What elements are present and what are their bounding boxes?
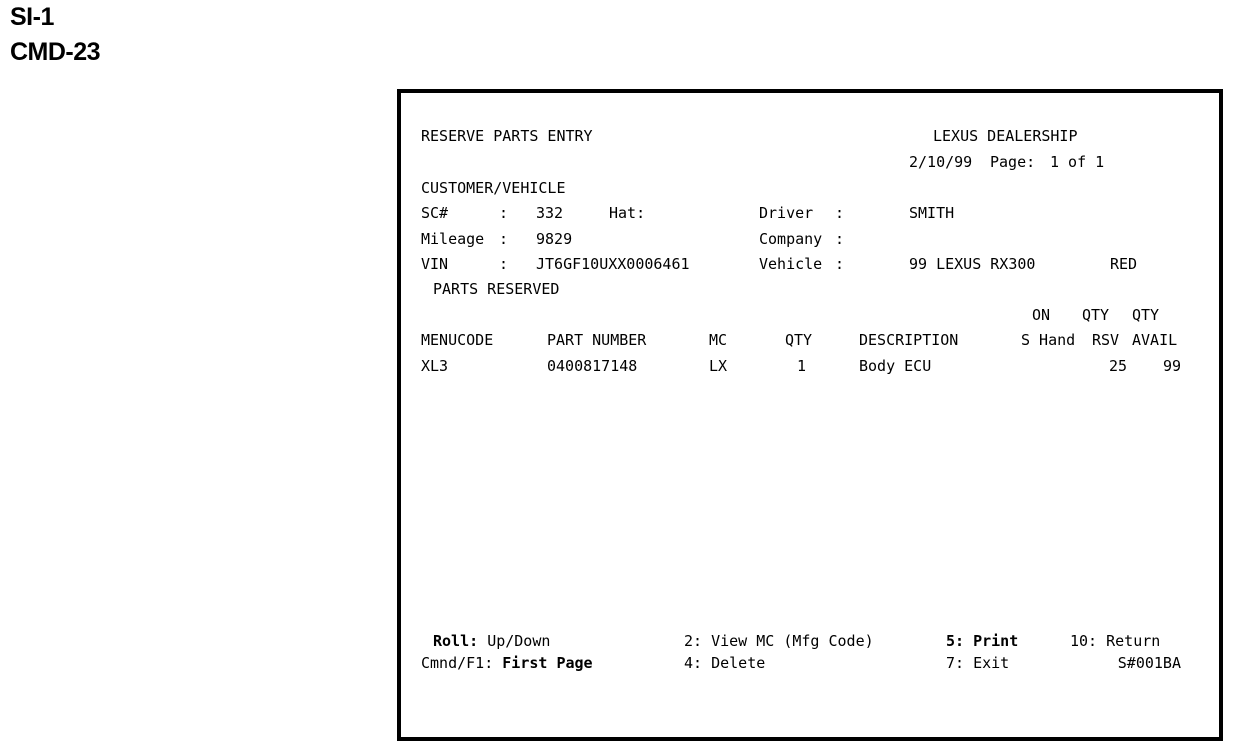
sc-label: SC# [421, 204, 449, 222]
vin-colon: : [499, 255, 509, 273]
row-qty: 1 [797, 357, 807, 375]
row-description: Body ECU [859, 357, 932, 375]
vehicle-color[interactable]: RED [1110, 255, 1138, 273]
parts-section-label: PARTS RESERVED [433, 280, 560, 298]
company-label: Company [759, 230, 823, 248]
col-part-number: PART NUMBER [547, 331, 647, 349]
screen-id: S#001BA [1117, 654, 1181, 672]
col-qty-avail-top: QTY [1132, 306, 1160, 324]
roll-text: Up/Down [487, 632, 551, 650]
hat-label: Hat: [609, 204, 646, 222]
first-page-key-hint[interactable] [421, 654, 593, 672]
vin-value[interactable]: JT6GF10UXX0006461 [536, 255, 690, 273]
col-qty-rsv-bottom: RSV [1092, 331, 1120, 349]
col-qty-avail-bottom: AVAIL [1132, 331, 1178, 349]
document-tag-si: SI-1 [10, 3, 54, 31]
driver-value[interactable]: SMITH [909, 204, 955, 222]
return-key[interactable]: 10: Return [1070, 632, 1161, 650]
roll-key: Roll: [433, 632, 479, 650]
screen-title: RESERVE PARTS ENTRY [421, 127, 593, 145]
row-mc: LX [709, 357, 728, 375]
row-menucode: XL3 [421, 357, 449, 375]
row-qty-rsv: 25 [1108, 357, 1127, 375]
sc-colon: : [499, 204, 509, 222]
page-number: 1 of 1 [1050, 153, 1105, 171]
vehicle-colon: : [835, 255, 845, 273]
vehicle-label: Vehicle [759, 255, 823, 273]
mileage-label: Mileage [421, 230, 485, 248]
cmnd-key: Cmnd/F1: [421, 654, 494, 672]
page-label: Page: [990, 153, 1036, 171]
col-menucode: MENUCODE [421, 331, 494, 349]
driver-label: Driver [759, 204, 814, 222]
vin-label: VIN [421, 255, 449, 273]
row-qty-avail: 99 [1162, 357, 1181, 375]
col-on-hand-top: ON [1032, 306, 1051, 324]
delete-key[interactable]: 4: Delete [684, 654, 766, 672]
cmnd-text: First Page [502, 654, 593, 672]
terminal-screen [397, 89, 1223, 741]
vehicle-value[interactable]: 99 LEXUS RX300 [909, 255, 1036, 273]
roll-key-hint[interactable] [433, 632, 550, 650]
row-part-number: 0400817148 [547, 357, 638, 375]
company-colon: : [835, 230, 845, 248]
customer-section-label: CUSTOMER/VEHICLE [421, 179, 566, 197]
col-on-hand-bottom: S Hand [1021, 331, 1076, 349]
col-qty-rsv-top: QTY [1082, 306, 1110, 324]
driver-colon: : [835, 204, 845, 222]
document-tag-cmd: CMD-23 [10, 38, 101, 66]
mileage-value[interactable]: 9829 [536, 230, 573, 248]
exit-key[interactable]: 7: Exit [946, 654, 1010, 672]
dealer-name: LEXUS DEALERSHIP [933, 127, 1078, 145]
col-qty: QTY [785, 331, 813, 349]
view-mc-key[interactable]: 2: View MC (Mfg Code) [684, 632, 874, 650]
col-mc: MC [709, 331, 728, 349]
mileage-colon: : [499, 230, 509, 248]
report-date: 2/10/99 [909, 153, 973, 171]
sc-value[interactable]: 332 [536, 204, 564, 222]
print-key[interactable]: 5: Print [946, 632, 1019, 650]
col-description: DESCRIPTION [859, 331, 959, 349]
